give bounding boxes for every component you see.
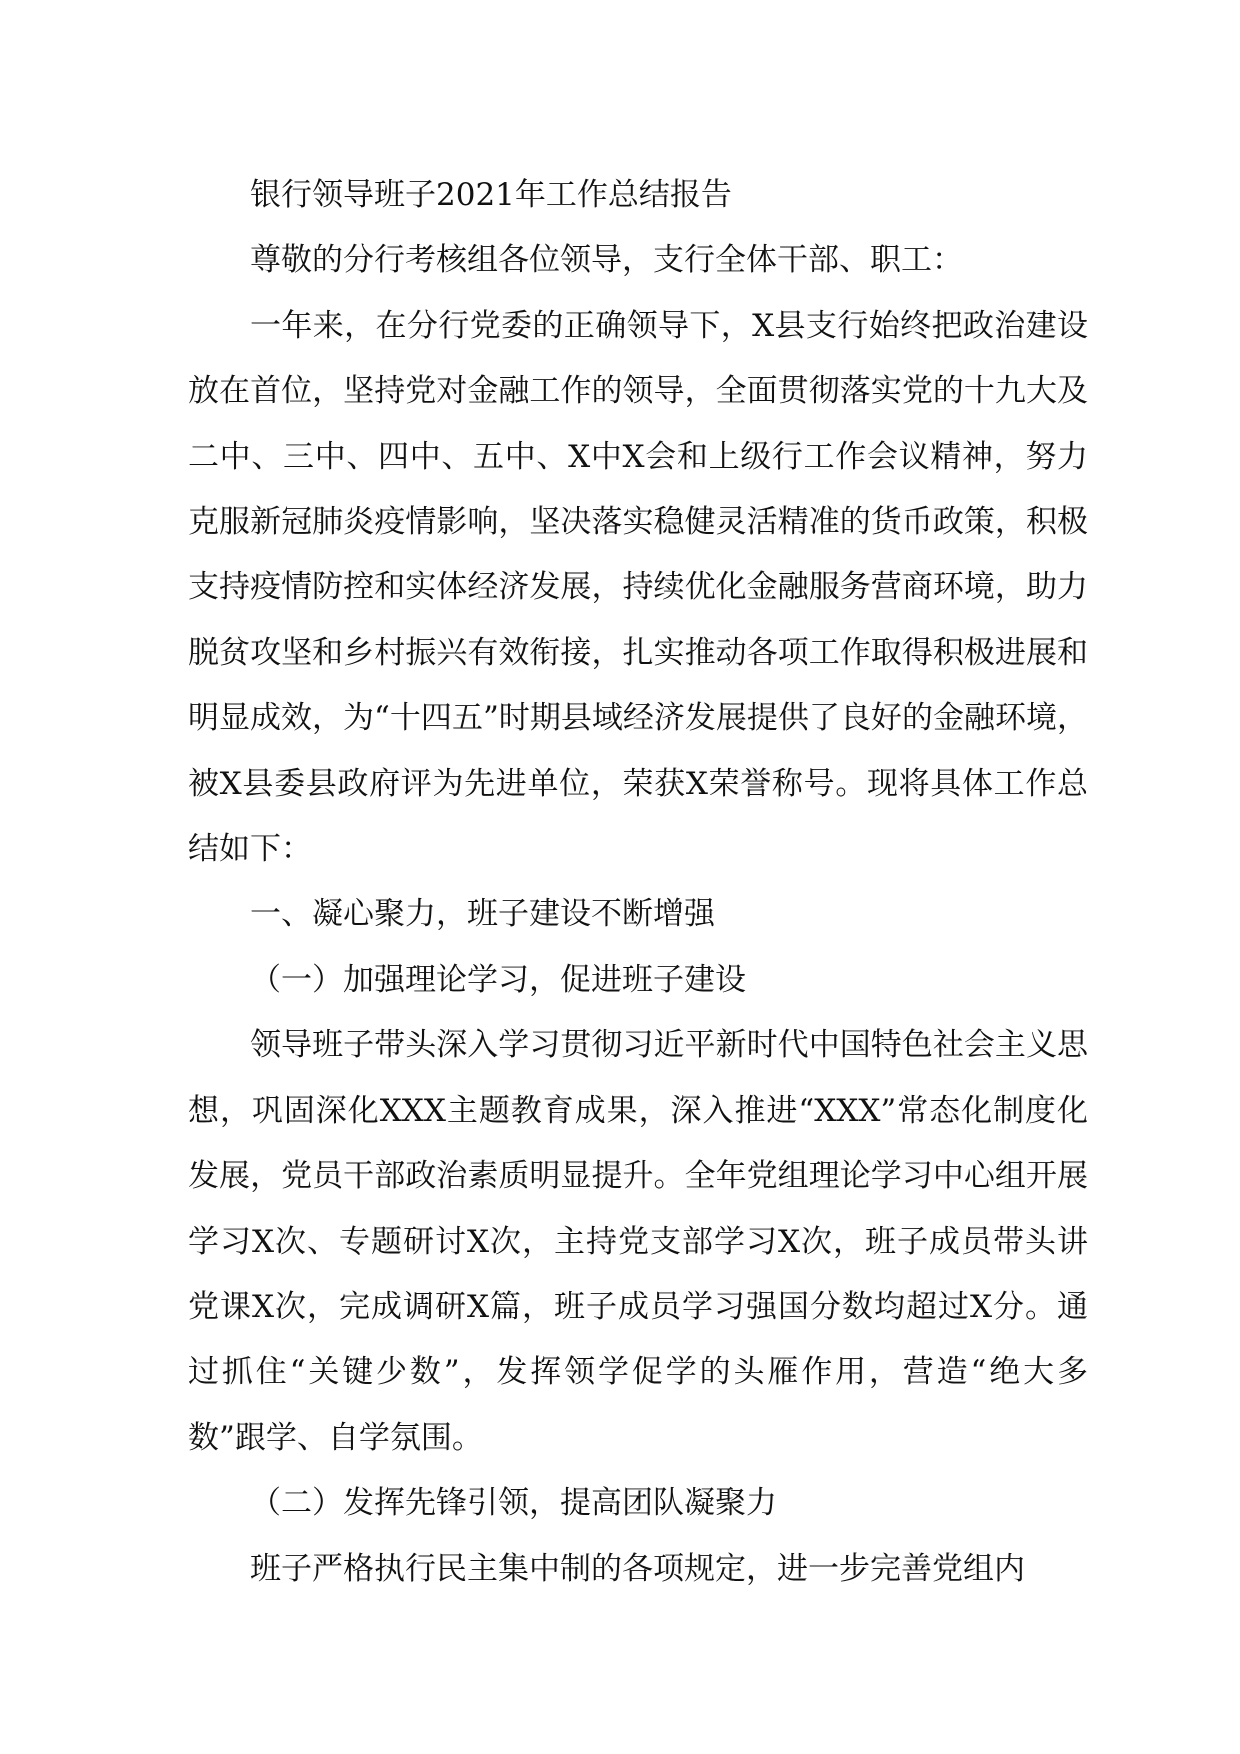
document-title: 银行领导班子2021年工作总结报告 [250, 177, 732, 213]
body-paragraph-2: 班子严格执行民主集中制的各项规定，进一步完善党组内 [250, 1550, 1025, 1587]
body-paragraph-1: 领导班子带头深入学习贯彻习近平新时代中国特色社会主义思想，巩固深化XXX主题教育成果，深入推进“XXX”常态化制度化发展，党员干部政治素质明显提升。全年党组理论学习中心组开展学习X次、专题研讨X次，主持党支部学习X次，班子成员带头讲党课X次，完成调研X篇，班子成员学习强国分数均超过X分。通过抓住“关键少数”，发挥领学促学的头雁作用，营造“绝大多数”跟学、自学氛围。 [188, 1027, 1088, 1456]
subsection-heading-2: （二）发挥先锋引领，提高团队凝聚力 [250, 1485, 777, 1522]
intro-paragraph: 一年来，在分行党委的正确领导下，X县支行始终把政治建设放在首位，坚持党对金融工作的领导，全面贯彻落实党的十九大及二中、三中、四中、五中、X中X会和上级行工作会议精神，努力克服新冠肺炎疫情影响，坚决落实稳健灵活精准的货币政策，积极支持疫情防控和实体经济发展，持续优化金融服务营商环境，助力脱贫攻坚和乡村振兴有效衔接，扎实推动各项工作取得积极进展和明显成效，为“十四五”时期县域经济发展提供了良好的金融环境，被X县委县政府评为先进单位，荣获X荣誉称号。现将具体工作总结如下： [188, 307, 1088, 868]
salutation: 尊敬的分行考核组各位领导，支行全体干部、职工： [250, 242, 963, 279]
document-body [188, 163, 1088, 1602]
section-heading-1: 一、凝心聚力，班子建设不断增强 [250, 896, 715, 933]
subsection-heading-1: （一）加强理论学习，促进班子建设 [250, 961, 746, 998]
